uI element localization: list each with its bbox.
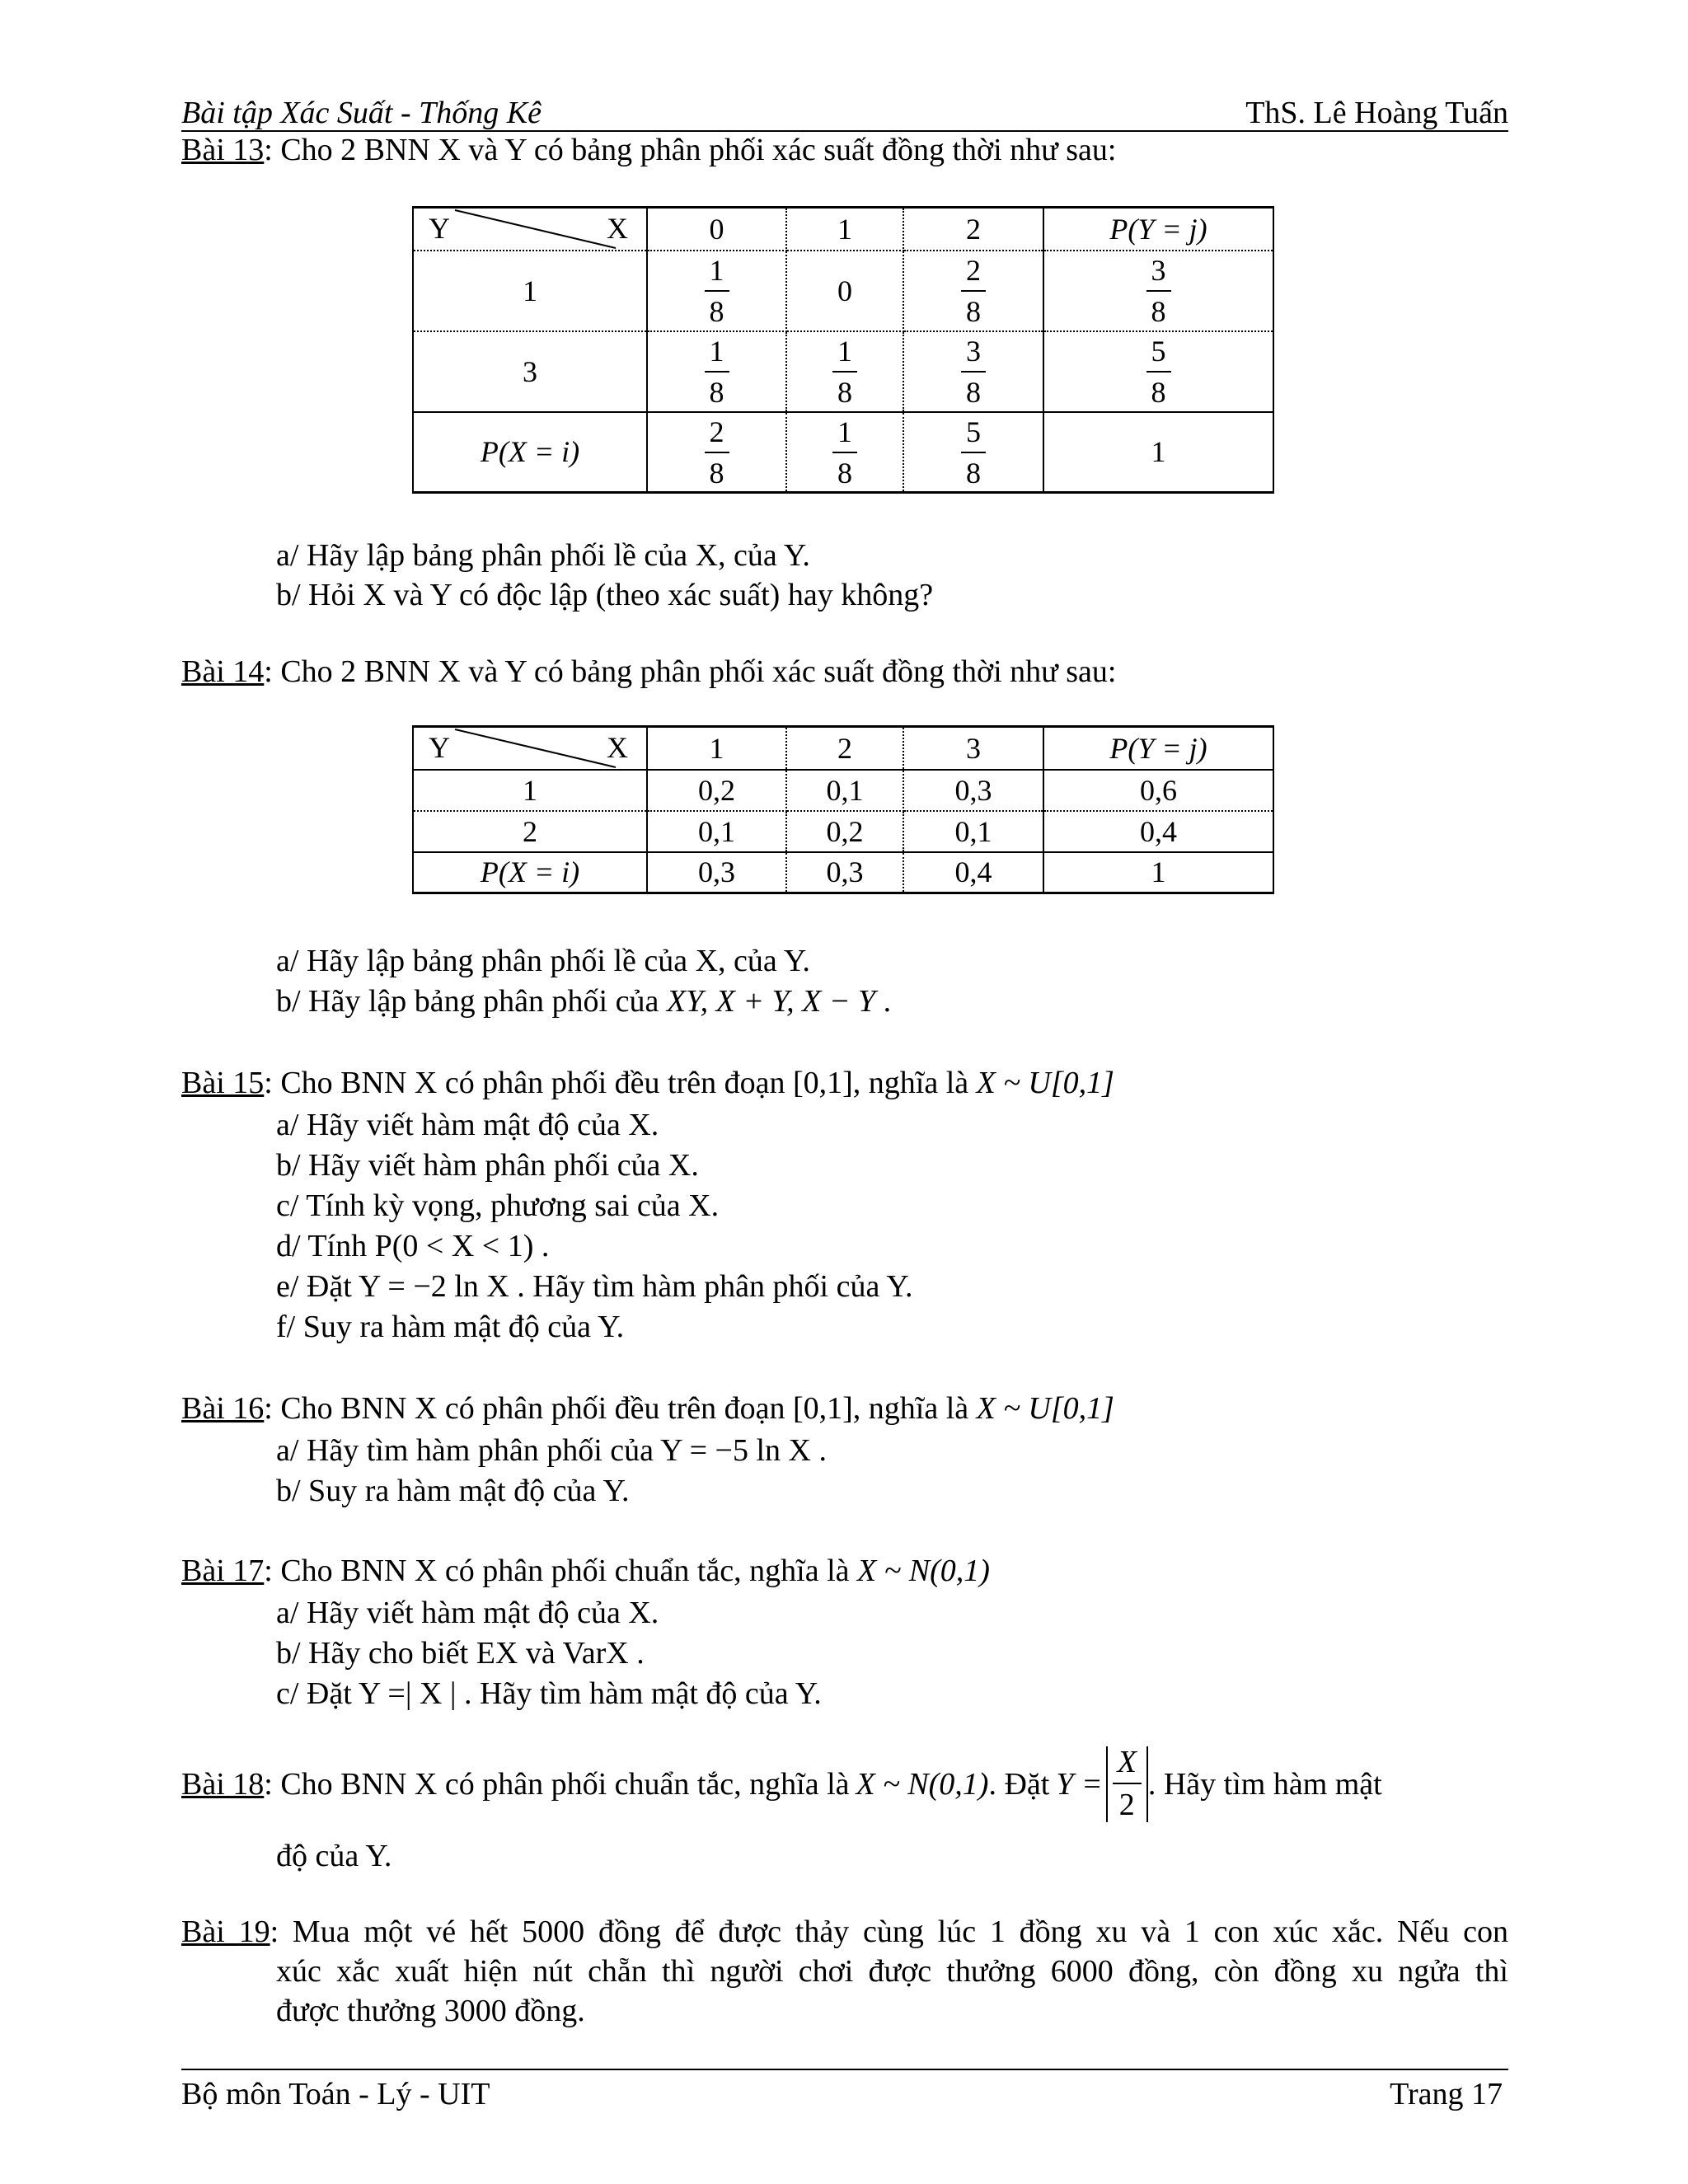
bai14-row-label: 2: [413, 811, 647, 852]
bai16-dist: X ~ U[0,1]: [976, 1391, 1114, 1426]
bai13-label: Bài 13: [181, 133, 265, 167]
bai13-col-header: 2: [903, 208, 1043, 251]
bai13-row-label: 1: [413, 251, 647, 331]
bai19-line2: xúc xắc xuất hiện nút chẵn thì người chơi được thưởng 6000 đồng, còn đồng xu ngửa thì: [276, 1954, 1508, 1989]
table-cell: $\frac{1}{8}$: [786, 412, 903, 493]
bai15-item-b: b/ Hãy viết hàm phân phối của X.: [276, 1148, 699, 1183]
header-left: Bài tập Xác Suất - Thống Kê: [181, 96, 542, 130]
bai14-corner-cell: [413, 727, 647, 770]
table-cell: 0,3: [903, 770, 1043, 811]
bai13-corner-x: X: [607, 212, 628, 245]
table-cell: $\frac{3}{8}$: [903, 331, 1043, 412]
bai15-item-e: e/ Đặt Y = −2 ln X . Hãy tìm hàm phân phối của Y.: [276, 1269, 913, 1304]
bai15-label: Bài 15: [181, 1066, 265, 1100]
table-cell: 0,1: [903, 811, 1043, 852]
table-cell: 0,1: [786, 770, 903, 811]
bai13-corner-cell: [413, 208, 647, 251]
table-cell: 0: [786, 251, 903, 331]
bai14-heading: [181, 656, 1116, 687]
header-divider: [181, 130, 1508, 132]
bai16-label: Bài 16: [181, 1391, 265, 1426]
bai16-item-b: b/ Suy ra hàm mật độ của Y.: [276, 1474, 630, 1508]
bai14-text: : Cho 2 BNN X và Y có bảng phân phối xác suất đồng thời như sau:: [264, 654, 1117, 689]
table-cell: $\frac{5}{8}$: [1043, 331, 1273, 412]
bai14-col-header: P(Y = j): [1043, 727, 1273, 770]
bai13-col-header: 1: [786, 208, 903, 251]
bai16-interval: [0,1]: [792, 1391, 853, 1426]
bai15-item-d: d/ Tính P(0 < X < 1) .: [276, 1229, 550, 1263]
bai13-corner-y: Y: [429, 212, 450, 245]
table-cell: 1: [1043, 852, 1273, 893]
bai13-item-a: a/ Hãy lập bảng phân phối lề của X, của Y.: [276, 538, 810, 573]
bai13-table: [412, 206, 1274, 494]
table-cell: 0,6: [1043, 770, 1273, 811]
table-cell: 0,3: [786, 852, 903, 893]
bai19-line3: được thưởng 3000 đồng.: [276, 1994, 585, 2028]
table-cell: $\frac{1}{8}$: [647, 251, 786, 331]
bai18-dist: X ~ N(0,1): [856, 1767, 989, 1802]
table-cell: 0,4: [903, 852, 1043, 893]
bai17-item-a: a/ Hãy viết hàm mật độ của X.: [276, 1596, 659, 1630]
bai17-item-b: b/ Hãy cho biết EX và VarX .: [276, 1636, 645, 1671]
bai14-table: [412, 725, 1274, 894]
table-cell: 0,4: [1043, 811, 1273, 852]
bai16-item-a: a/ Hãy tìm hàm phân phối của Y = −5 ln X .: [276, 1433, 827, 1468]
bai15-item-a: a/ Hãy viết hàm mật độ của X.: [276, 1108, 659, 1142]
bai15-interval: [0,1]: [792, 1066, 853, 1100]
table-cell: 0,2: [786, 811, 903, 852]
bai14-col-header: 2: [786, 727, 903, 770]
bai15-dist: X ~ U[0,1]: [976, 1066, 1114, 1100]
bai15-heading: Bài 15: Cho BNN X có phân phối đều trên đoạn [0,1], nghĩa là X ~ U[0,1]: [181, 1066, 1114, 1100]
bai14-col-header: 3: [903, 727, 1043, 770]
bai13-row-label: P(X = i): [413, 412, 647, 493]
table-cell: 0,2: [647, 770, 786, 811]
bai14-row-label: P(X = i): [413, 852, 647, 893]
bai14-item-b: b/ Hãy lập bảng phân phối của XY, X + Y, X − Y .: [276, 984, 892, 1019]
bai15-item-f: f/ Suy ra hàm mật độ của Y.: [276, 1310, 625, 1344]
bai18-y-eq: Y =: [1056, 1767, 1103, 1802]
bai17-dist: X ~ N(0,1): [857, 1554, 990, 1588]
footer-divider: [181, 2069, 1508, 2070]
bai14-corner-x: X: [607, 731, 628, 764]
bai15-item-c: c/ Tính kỳ vọng, phương sai của X.: [276, 1188, 720, 1223]
table-cell: $\frac{5}{8}$: [903, 412, 1043, 493]
footer-left: Bộ môn Toán - Lý - UIT: [181, 2077, 490, 2111]
bai14-corner-y: Y: [429, 731, 450, 764]
header-right: ThS. Lê Hoàng Tuấn: [1245, 96, 1508, 130]
bai13-item-b: b/ Hỏi X và Y có độc lập (theo xác suất) hay không?: [276, 578, 934, 612]
table-cell: $\frac{3}{8}$: [1043, 251, 1273, 331]
table-cell: 0,3: [647, 852, 786, 893]
bai19-line1: Bài 19: Mua một vé hết 5000 đồng để được thảy cùng lúc 1 đồng xu và 1 con xúc xắc. Nếu con: [181, 1915, 1508, 1949]
table-cell: $\frac{1}{8}$: [786, 331, 903, 412]
bai14-label: Bài 14: [181, 654, 265, 689]
bai19-label: Bài 19: [181, 1915, 270, 1949]
footer-right: Trang 17: [1390, 2077, 1503, 2111]
bai18-abs-fraction: $\frac{X}{2}$: [1106, 1746, 1148, 1822]
bai13-row-label: 3: [413, 331, 647, 412]
bai14-item-a: a/ Hãy lập bảng phân phối lề của X, của Y.: [276, 944, 810, 978]
bai14-b-math: XY, X + Y, X − Y: [666, 984, 876, 1019]
bai18-line2: độ của Y.: [276, 1839, 392, 1873]
bai13-heading: [181, 134, 1116, 166]
table-cell: $\frac{2}{8}$: [903, 251, 1043, 331]
bai17-label: Bài 17: [181, 1554, 265, 1588]
bai18-heading: Bài 18 : Cho BNN X có phân phối chuẩn tắc, nghĩa là X ~ N(0,1) . Đặt Y = $\frac{X}{2}$ . Hãy tìm hàm mật: [181, 1745, 1382, 1822]
bai13-text: : Cho 2 BNN X và Y có bảng phân phối xác suất đồng thời như sau:: [264, 133, 1117, 167]
bai17-item-c: c/ Đặt Y =| X | . Hãy tìm hàm mật độ của Y.: [276, 1676, 822, 1711]
table-cell: 0,1: [647, 811, 786, 852]
table-cell: $\frac{1}{8}$: [647, 331, 786, 412]
table-cell: 1: [1043, 412, 1273, 493]
bai13-col-header: 0: [647, 208, 786, 251]
bai14-row-label: 1: [413, 770, 647, 811]
bai17-heading: Bài 17: Cho BNN X có phân phối chuẩn tắc, nghĩa là X ~ N(0,1): [181, 1554, 990, 1588]
bai18-label: Bài 18: [181, 1767, 265, 1802]
bai14-col-header: 1: [647, 727, 786, 770]
bai13-col-header: P(Y = j): [1043, 208, 1273, 251]
bai16-heading: Bài 16: Cho BNN X có phân phối đều trên đoạn [0,1], nghĩa là X ~ U[0,1]: [181, 1391, 1114, 1426]
table-cell: $\frac{2}{8}$: [647, 412, 786, 493]
